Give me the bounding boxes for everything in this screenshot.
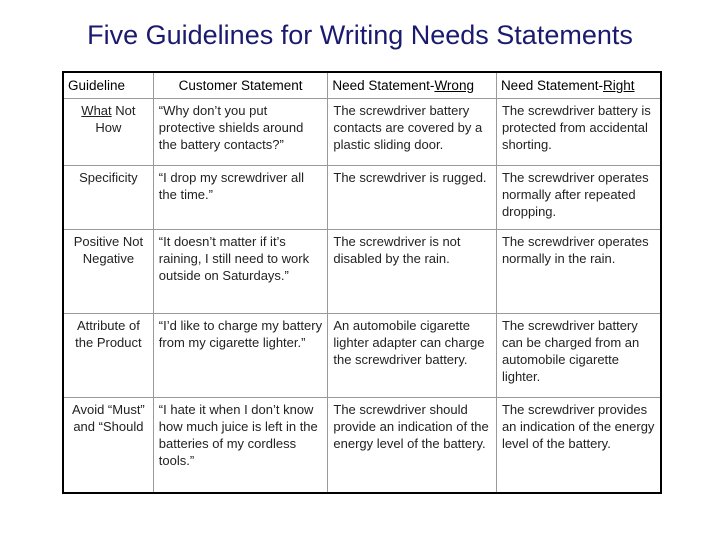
guideline-cell: What Not How (63, 99, 153, 166)
page-title: Five Guidelines for Writing Needs Statements (87, 20, 633, 50)
table-row (63, 166, 661, 230)
table-row (63, 314, 661, 398)
customer-statement-cell: “Why don’t you put protective shields around the battery contacts?” (153, 99, 328, 166)
table-row (63, 99, 661, 166)
customer-statement-cell: “It doesn’t matter if it’s raining, I still need to work outside on Saturdays.” (153, 230, 328, 314)
guideline-cell: Avoid “Must” and “Should (63, 398, 153, 494)
guideline-cell: Specificity (63, 166, 153, 230)
table-row (63, 230, 661, 314)
need-wrong-cell: The screwdriver should provide an indication of the energy level of the battery. (328, 398, 497, 494)
table-header-row (63, 72, 661, 99)
need-right-cell: The screwdriver operates normally after repeated dropping. (496, 166, 661, 230)
need-wrong-cell: An automobile cigarette lighter adapter can charge the screwdriver battery. (328, 314, 497, 398)
guidelines-table (62, 71, 662, 494)
need-wrong-cell: The screwdriver battery contacts are covered by a plastic sliding door. (328, 99, 497, 166)
customer-statement-cell: “I drop my screwdriver all the time.” (153, 166, 328, 230)
need-wrong-cell: The screwdriver is not disabled by the rain. (328, 230, 497, 314)
header-customer-statement: Customer Statement (153, 72, 328, 99)
header-need-wrong: Need Statement-Wrong (328, 72, 497, 99)
need-wrong-cell: The screwdriver is rugged. (328, 166, 497, 230)
header-guideline: Guideline (63, 72, 153, 99)
need-right-cell: The screwdriver battery is protected from accidental shorting. (496, 99, 661, 166)
need-right-cell: The screwdriver operates normally in the rain. (496, 230, 661, 314)
need-right-cell: The screwdriver battery can be charged from an automobile cigarette lighter. (496, 314, 661, 398)
guideline-cell: Attribute of the Product (63, 314, 153, 398)
table-row (63, 398, 661, 494)
need-right-cell: The screwdriver provides an indication of the energy level of the battery. (496, 398, 661, 494)
customer-statement-cell: “I’d like to charge my battery from my cigarette lighter.” (153, 314, 328, 398)
customer-statement-cell: “I hate it when I don’t know how much juice is left in the batteries of my cordless tools.” (153, 398, 328, 494)
guideline-cell: Positive Not Negative (63, 230, 153, 314)
header-need-right: Need Statement-Right (496, 72, 661, 99)
